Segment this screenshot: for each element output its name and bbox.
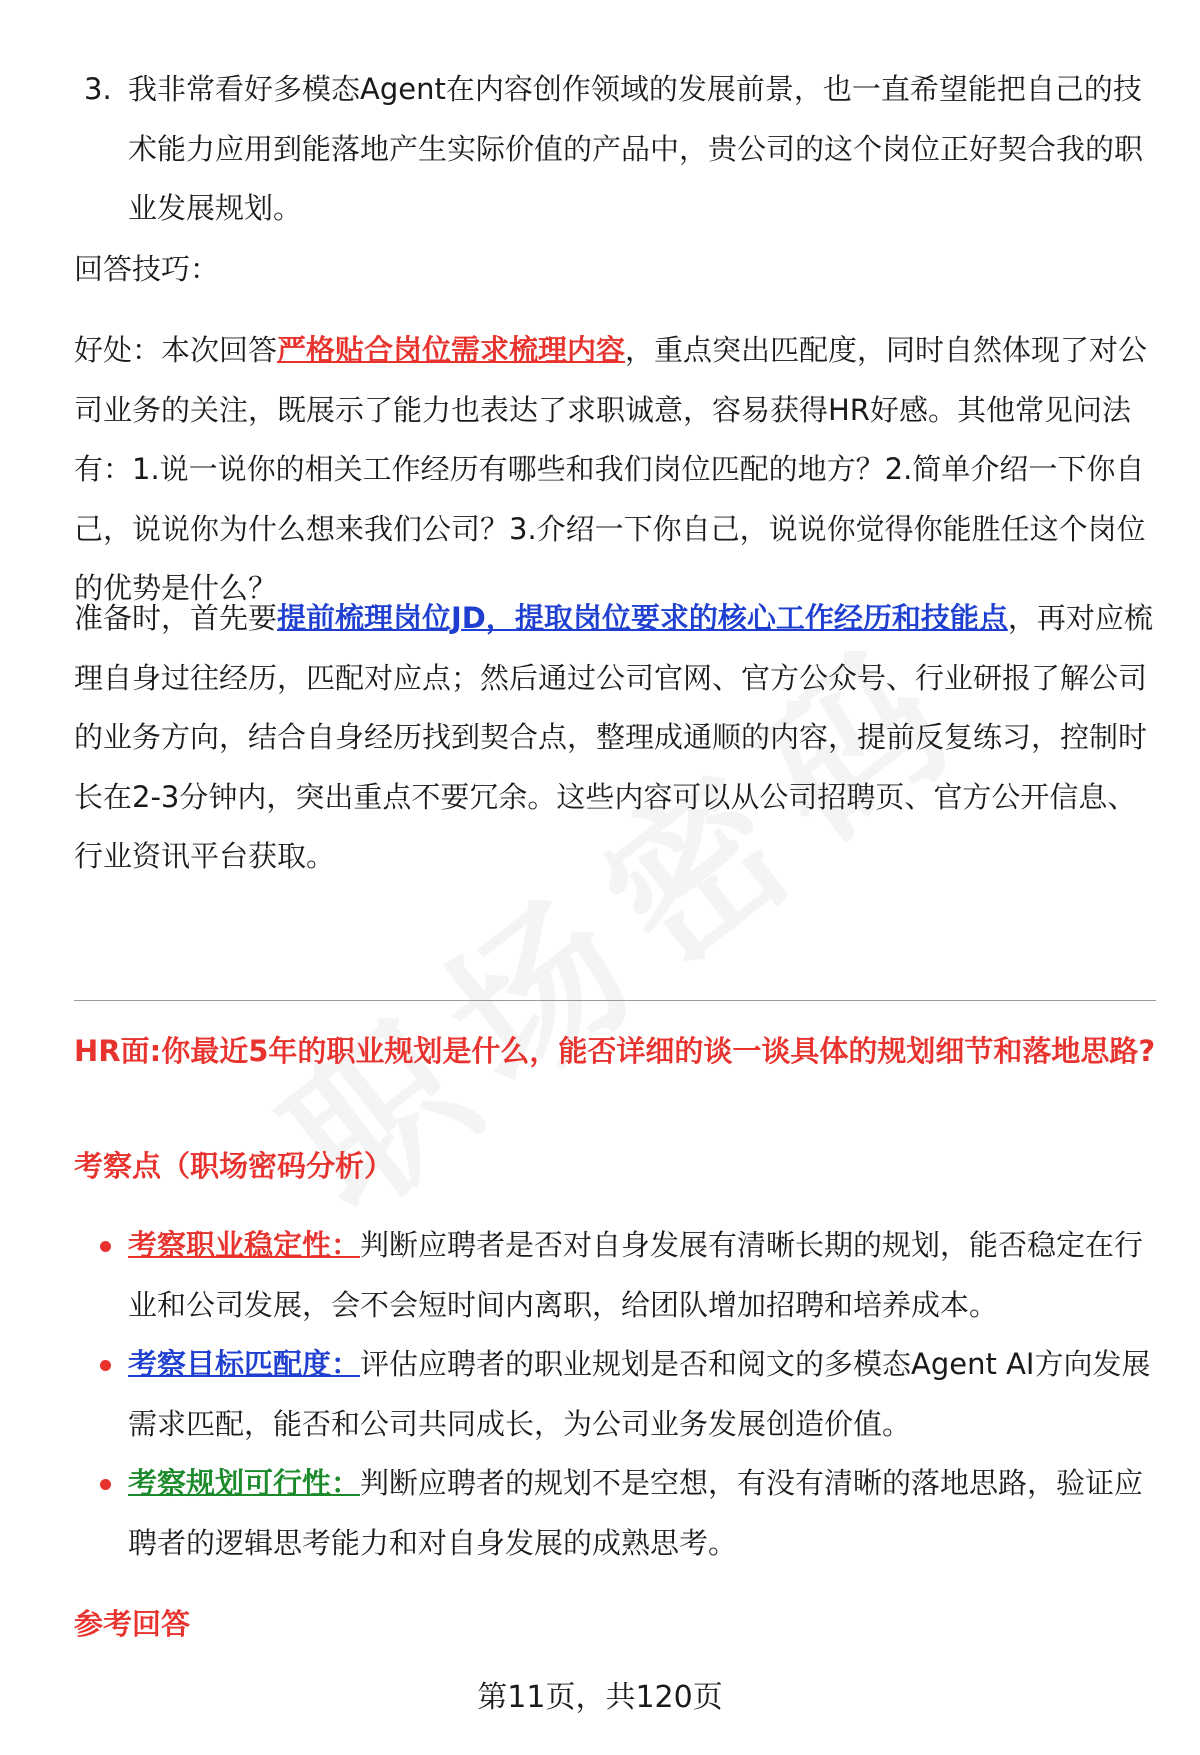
section-divider [74,1000,1156,1001]
benefit-paragraph [74,321,1164,619]
bullet-icon [100,1479,111,1490]
benefit-prefix: 好处：本次回答 [74,333,278,367]
bullet-label: 考察职业稳定性： [128,1228,361,1262]
reference-title: 参考回答 [74,1607,191,1641]
benefit-highlight: 严格贴合岗位需求梳理内容 [277,333,626,367]
benefit-rest: ，重点突出匹配度，同时自然体现了对公司业务的关注，既展示了能力也表达了求职诚意，容易获得HR好感。其他常见问法有：1.说一说你的相关工作经历有哪些和我们岗位匹配的地方？2.简单介绍一下你自己，说说你为什么想来我们公司？3.介绍一下你自己，说说你觉得你能胜任这个岗位的优势是什么？ [74,333,1148,605]
list-item [74,1454,1164,1573]
item-text: 我非常看好多模态Agent在内容创作领域的发展前景，也一直希望能把自己的技术能力应用到能落地产生实际价值的产品中，贵公司的这个岗位正好契合我的职业发展规划。 [128,72,1144,225]
prep-prefix: 准备时，首先要 [74,601,278,635]
list-item [74,1216,1164,1335]
prep-highlight: 提前梳理岗位JD，提取岗位要求的核心工作经历和技能点 [277,601,1008,635]
bullet-text: 评估应聘者的职业规划是否和阅文的多模态Agent AI方向发展需求匹配，能否和公司共同成长，为公司业务发展创造价值。 [128,1347,1151,1441]
bullet-text: 判断应聘者是否对自身发展有清晰长期的规划，能否稳定在行业和公司发展，会不会短时间内离职，给团队增加招聘和培养成本。 [128,1228,1144,1322]
prep-paragraph [74,589,1164,887]
item-number: 3. [84,72,112,106]
tips-label: 回答技巧： [74,252,220,286]
bullet-icon [100,1360,111,1371]
bullet-text: 判断应聘者的规划不是空想，有没有清晰的落地思路，验证应聘者的逻辑思考能力和对自身发展的成熟思考。 [128,1466,1144,1560]
bullet-label: 考察目标匹配度： [128,1347,361,1381]
page-footer: 第11页，共120页 [477,1680,723,1715]
list-item [74,1335,1164,1454]
prep-rest: ，再对应梳理自身过往经历，匹配对应点；然后通过公司官网、官方公众号、行业研报了解公司的业务方向，结合自身经历找到契合点，整理成通顺的内容，提前反复练习，控制时长在2-3分钟内，突出重点不要冗余。这些内容可以从公司招聘页、官方公开信息、行业资讯平台获取。 [74,601,1153,873]
bullet-label: 考察规划可行性： [128,1466,361,1500]
interview-question: HR面:你最近5年的职业规划是什么，能否详细的谈一谈具体的规划细节和落地思路? [74,1034,1156,1068]
analysis-list [74,1216,1164,1573]
analysis-title: 考察点（职场密码分析） [74,1149,394,1183]
numbered-item-3 [84,60,1164,239]
bullet-icon [100,1241,111,1252]
